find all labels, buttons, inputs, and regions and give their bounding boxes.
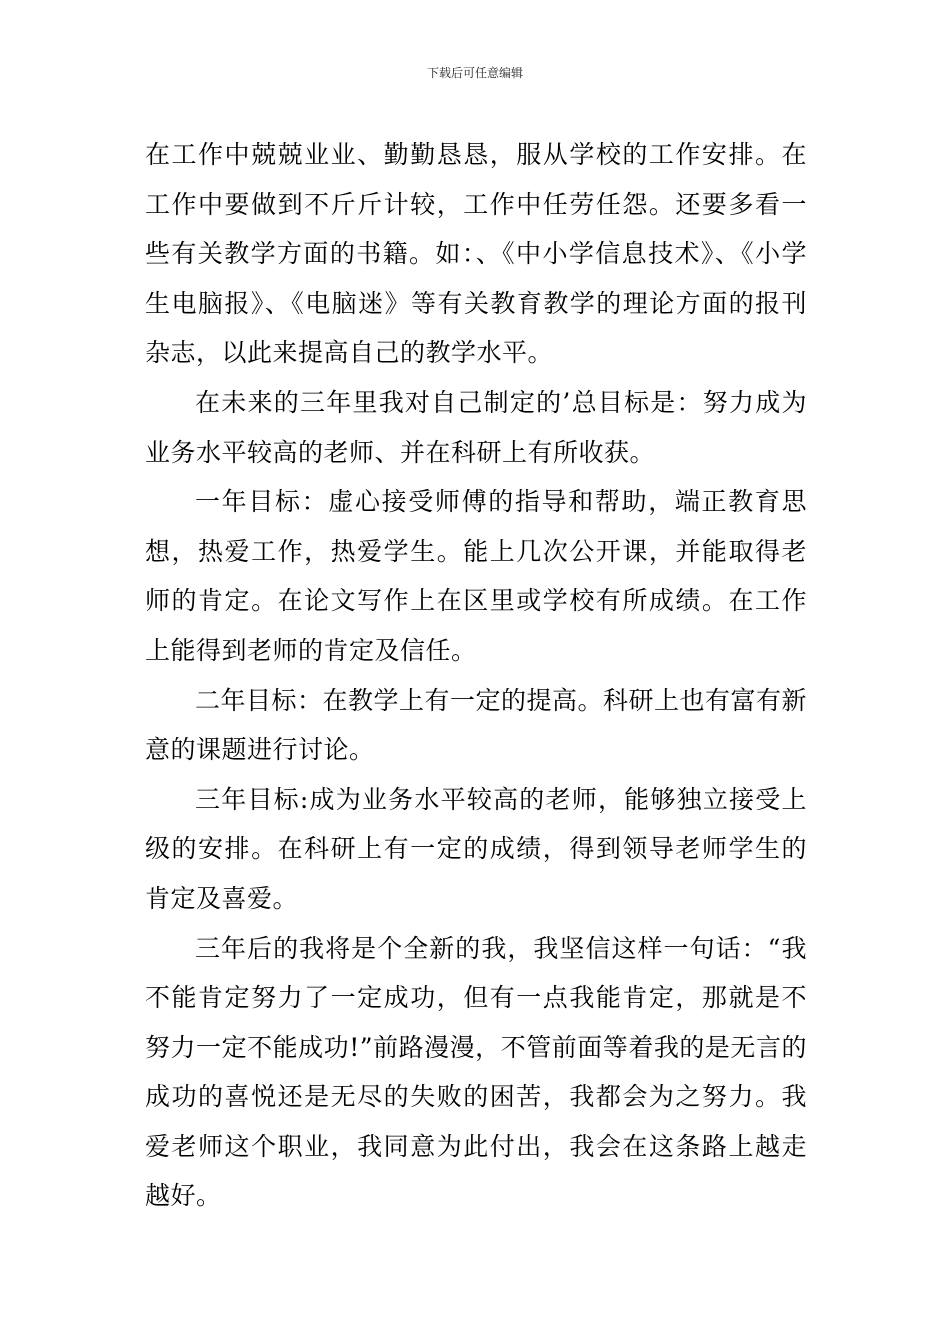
page-header: 下载后可任意编辑: [426, 66, 523, 80]
paragraph-third-year-goal: 三年目标:成为业务水平较高的老师，能够独立接受上级的安排。在科研上有一定的成绩，得到领导老师学生的肯定及喜爱。: [145, 784, 807, 913]
document-body: [145, 130, 807, 1221]
paragraph-work-attitude: 在工作中兢兢业业、勤勤恳恳，服从学校的工作安排。在工作中要做到不斤斤计较，工作中任劳任怨。还要多看一些有关教学方面的书籍。如：、《中小学信息技术》、《小学生电脑报》、《电脑迷》等有关教育教学的理论方面的报刊杂志，以此来提高自己的教学水平。: [145, 140, 807, 368]
paragraph-conclusion: 三年后的我将是个全新的我，我坚信这样一句话：“我不能肯定努力了一定成功，但有一点我能肯定，那就是不努力一定不能成功!”前路漫漫，不管前面等着我的是无言的成功的喜悦还是无尽的失败的困苦，我都会为之努力。我爱老师这个职业，我同意为此付出，我会在这条路上越走越好。: [145, 933, 807, 1211]
paragraph-overall-goal: 在未来的三年里我对自己制定的’总目标是：努力成为业务水平较高的老师、并在科研上有所收获。: [145, 387, 807, 467]
paragraph-second-year-goal: 二年目标：在教学上有一定的提高。科研上也有富有新意的课题进行讨论。: [145, 685, 808, 765]
paragraph-first-year-goal: 一年目标：虚心接受师傅的指导和帮助，端正教育思想，热爱工作，热爱学生。能上几次公开课，并能取得老师的肯定。在论文写作上在区里或学校有所成绩。在工作上能得到老师的肯定及信任。: [145, 487, 807, 665]
